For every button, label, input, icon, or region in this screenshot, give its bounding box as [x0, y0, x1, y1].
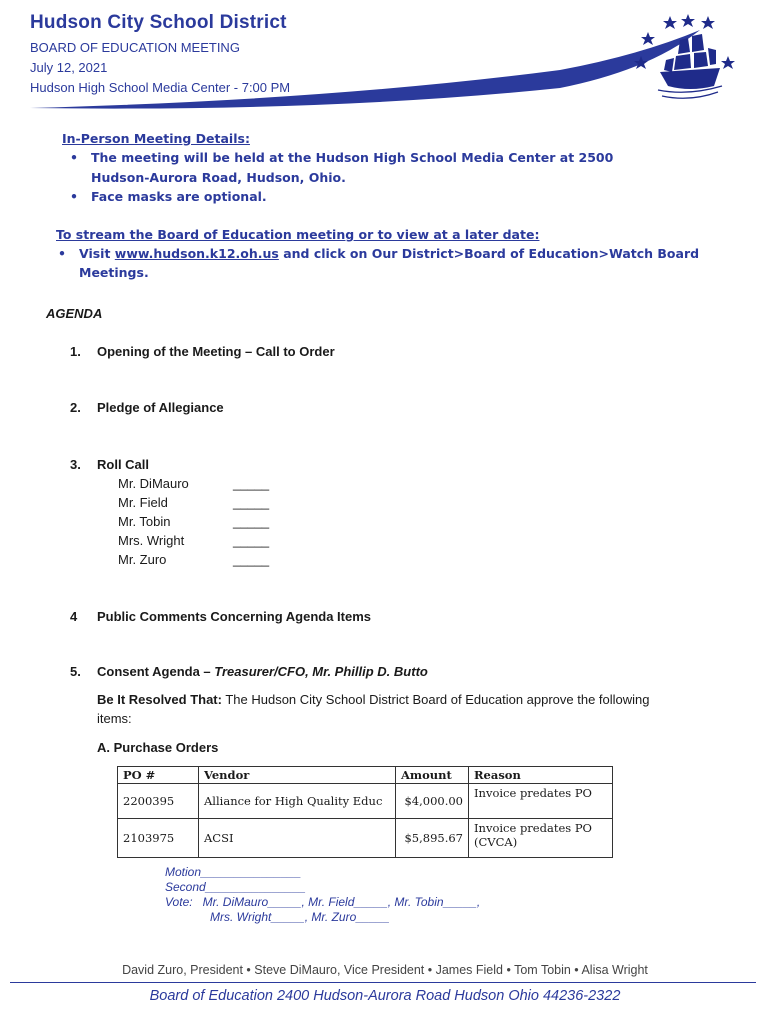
agenda-item-number: 1.	[70, 344, 81, 359]
detail-bullet-1-line-1: The meeting will be held at the Hudson High School Media Center at 2500	[91, 150, 614, 165]
agenda-item-public-comments: Public Comments Concerning Agenda Items	[97, 609, 372, 624]
second-line: Second_______________	[165, 880, 306, 894]
detail-bullet-2: Face masks are optional.	[91, 189, 267, 204]
meeting-date: July 12, 2021	[30, 60, 108, 75]
motion-line: Motion_______________	[165, 865, 302, 879]
roll-blank: _____	[233, 476, 270, 491]
district-title: Hudson City School District	[30, 12, 287, 33]
table-row	[118, 784, 613, 819]
vote-line-2: Mrs. Wright_____, Mr. Zuro_____	[210, 910, 390, 924]
agenda-item-roll-call: Roll Call	[97, 457, 150, 472]
cell-amount: $4,000.00	[396, 784, 469, 819]
stream-line-2: Meetings.	[79, 265, 149, 280]
resolved-text: The Hudson City School District Board of Education approve the following	[221, 692, 650, 707]
ship-stars-logo-icon	[628, 10, 740, 106]
meeting-location: Hudson High School Media Center - 7:00 PM	[30, 80, 291, 95]
table-header-row	[118, 767, 613, 784]
resolved-label: Be It Resolved That:	[97, 692, 222, 707]
stream-prefix: Visit	[79, 246, 115, 261]
purchase-orders-table	[117, 766, 613, 858]
cell-reason-line-2: (CVCA)	[474, 835, 518, 849]
footer-divider	[10, 982, 756, 983]
stream-suffix: and click on Our District>Board of Education>Watch Board	[278, 246, 700, 261]
details-heading: In-Person Meeting Details:	[62, 131, 250, 146]
col-reason: Reason	[469, 767, 613, 784]
col-vendor: Vendor	[199, 767, 396, 784]
bullet-dot: •	[58, 246, 66, 261]
purchase-orders-heading: A. Purchase Orders	[97, 740, 219, 755]
cell-vendor: ACSI	[199, 819, 396, 858]
roll-member: Mr. DiMauro	[118, 476, 189, 491]
agenda-title: AGENDA	[46, 306, 103, 321]
col-po: PO #	[118, 767, 199, 784]
resolution-line-2: items:	[97, 711, 132, 726]
meeting-title: BOARD OF EDUCATION MEETING	[30, 40, 240, 55]
roll-blank: _____	[233, 533, 270, 548]
stream-heading: To stream the Board of Education meeting or to view at a later date:	[56, 227, 540, 242]
resolution-line-1	[97, 692, 650, 707]
district-website-link[interactable]: www.hudson.k12.oh.us	[114, 246, 279, 261]
board-address: Board of Education 2400 Hudson-Aurora Road Hudson Ohio 44236-2322	[149, 988, 621, 1004]
agenda-item-opening: Opening of the Meeting – Call to Order	[97, 344, 335, 359]
cell-amount: $5,895.67	[396, 819, 469, 858]
bullet-dot: •	[70, 189, 78, 204]
agenda-item-consent	[97, 664, 428, 679]
consent-presenter: Treasurer/CFO, Mr. Phillip D. Butto	[214, 664, 428, 679]
cell-po: 2200395	[118, 784, 199, 819]
agenda-item-number: 3.	[70, 457, 81, 472]
board-members: David Zuro, President • Steve DiMauro, Vice President • James Field • Tom Tobin • Alisa Wright	[122, 963, 648, 977]
consent-label: Consent Agenda –	[97, 664, 215, 679]
cell-po: 2103975	[118, 819, 199, 858]
vote-line-1: Vote: Mr. DiMauro_____, Mr. Field_____, Mr. Tobin_____,	[165, 895, 481, 909]
cell-reason: Invoice predates PO	[469, 784, 613, 819]
agenda-item-number: 2.	[70, 400, 81, 415]
roll-member: Mr. Zuro	[118, 552, 167, 567]
agenda-item-pledge: Pledge of Allegiance	[97, 400, 224, 415]
stream-line-1	[79, 246, 699, 261]
roll-member: Mr. Tobin	[118, 514, 171, 529]
agenda-item-number: 5.	[70, 664, 81, 679]
detail-bullet-1-line-2: Hudson-Aurora Road, Hudson, Ohio.	[91, 170, 346, 185]
table-row	[118, 819, 613, 858]
roll-blank: _____	[233, 495, 270, 510]
roll-blank: _____	[233, 514, 270, 529]
roll-member: Mrs. Wright	[118, 533, 185, 548]
agenda-item-number: 4	[70, 609, 78, 624]
roll-blank: _____	[233, 552, 270, 567]
bullet-dot: •	[70, 150, 78, 165]
col-amount: Amount	[396, 767, 469, 784]
cell-reason	[469, 819, 613, 858]
roll-member: Mr. Field	[118, 495, 168, 510]
cell-reason-line-1: Invoice predates PO	[474, 821, 592, 835]
cell-vendor: Alliance for High Quality Educ	[199, 784, 396, 819]
